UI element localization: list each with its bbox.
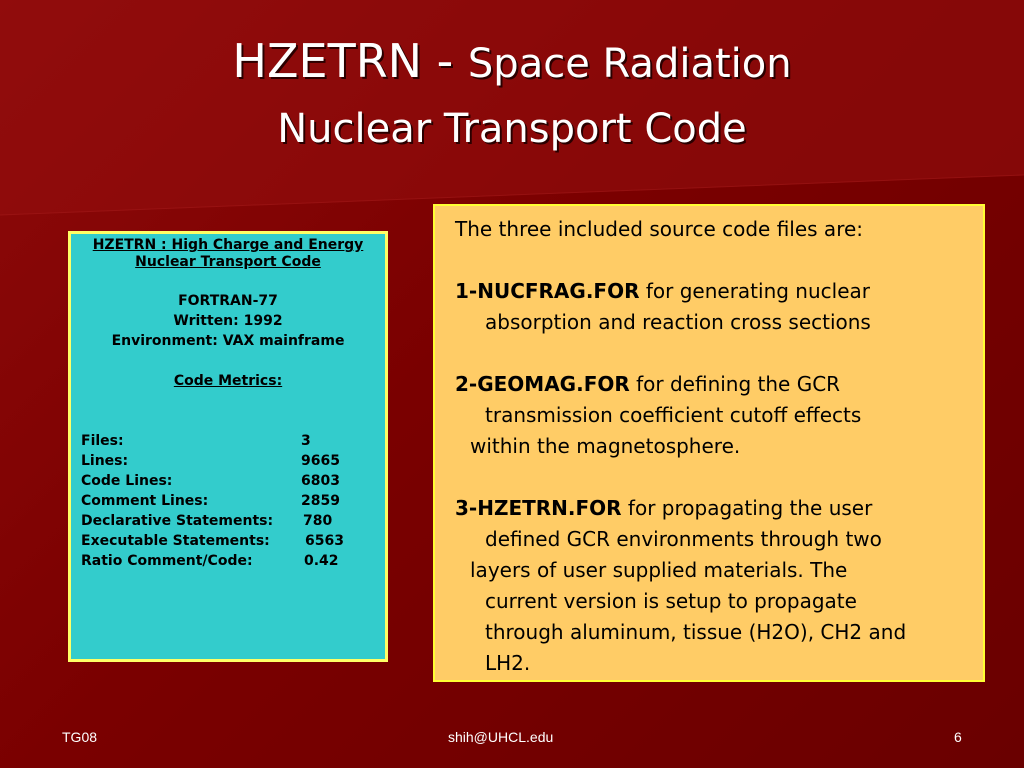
file-item (455, 369, 969, 462)
footer-left: TG08 (62, 729, 98, 745)
title-rest: Space Radiation (467, 41, 792, 87)
heading-line1: HZETRN : High Charge and Energy (92, 237, 364, 253)
file-desc-line: for generating nuclear (639, 279, 870, 303)
file-desc-line: LH2. (485, 651, 531, 675)
file-item (455, 493, 969, 679)
metric-label: Executable Statements: (81, 533, 270, 549)
language: FORTRAN-77 (178, 293, 278, 309)
slide-title (0, 34, 1024, 88)
metric-label: Comment Lines: (81, 493, 209, 509)
metric-rows (71, 431, 385, 571)
code-metrics-heading: Code Metrics: (173, 373, 283, 389)
title-main: HZETRN - (232, 34, 468, 88)
written-year: Written: 1992 (173, 313, 283, 329)
source-files-box (433, 204, 985, 682)
file-name: 1-NUCFRAG.FOR (455, 279, 640, 303)
file-desc-line: through aluminum, tissue (H2O), CH2 and (485, 620, 907, 644)
metric-value: 3 (301, 433, 311, 449)
slide-number: 6 (954, 729, 962, 745)
metric-label: Ratio Comment/Code: (81, 553, 253, 569)
file-desc-line: for propagating the user (621, 496, 873, 520)
file-desc-line: for defining the GCR (629, 372, 841, 396)
environment: Environment: VAX mainframe (111, 333, 345, 349)
file-desc-line: absorption and reaction cross sections (485, 310, 871, 334)
metric-value: 6563 (305, 533, 344, 549)
file-desc-line: layers of user supplied materials. The (470, 558, 848, 582)
code-metrics-box (68, 231, 388, 662)
file-name: 2-GEOMAG.FOR (455, 372, 630, 396)
metric-row (71, 431, 385, 451)
file-desc-line: current version is setup to propagate (485, 589, 857, 613)
metric-row (71, 551, 385, 571)
metric-value: 6803 (301, 473, 340, 489)
file-desc-line: defined GCR environments through two (485, 527, 882, 551)
metric-row (71, 531, 385, 551)
metric-label: Declarative Statements: (81, 513, 274, 529)
metric-row (71, 491, 385, 511)
file-name: 3-HZETRN.FOR (455, 496, 622, 520)
metric-value: 9665 (301, 453, 340, 469)
slide-subtitle: Nuclear Transport Code (277, 106, 747, 152)
file-desc-line: transmission coefficient cutoff effects (485, 403, 862, 427)
file-item (455, 276, 969, 338)
heading-line2: Nuclear Transport Code (135, 254, 321, 270)
footer-email: shih@UHCL.edu (448, 729, 554, 745)
metric-label: Code Lines: (81, 473, 173, 489)
metric-value: 0.42 (304, 553, 339, 569)
file-desc-line: within the magnetosphere. (470, 434, 741, 458)
metric-value: 780 (303, 513, 333, 529)
metric-row (71, 471, 385, 491)
metric-value: 2859 (301, 493, 340, 509)
metrics-box-heading (71, 237, 385, 271)
metric-row (71, 511, 385, 531)
metric-label: Files: (81, 433, 124, 449)
metric-label: Lines: (81, 453, 129, 469)
files-intro: The three included source code files are: (455, 217, 864, 241)
metric-row (71, 451, 385, 471)
